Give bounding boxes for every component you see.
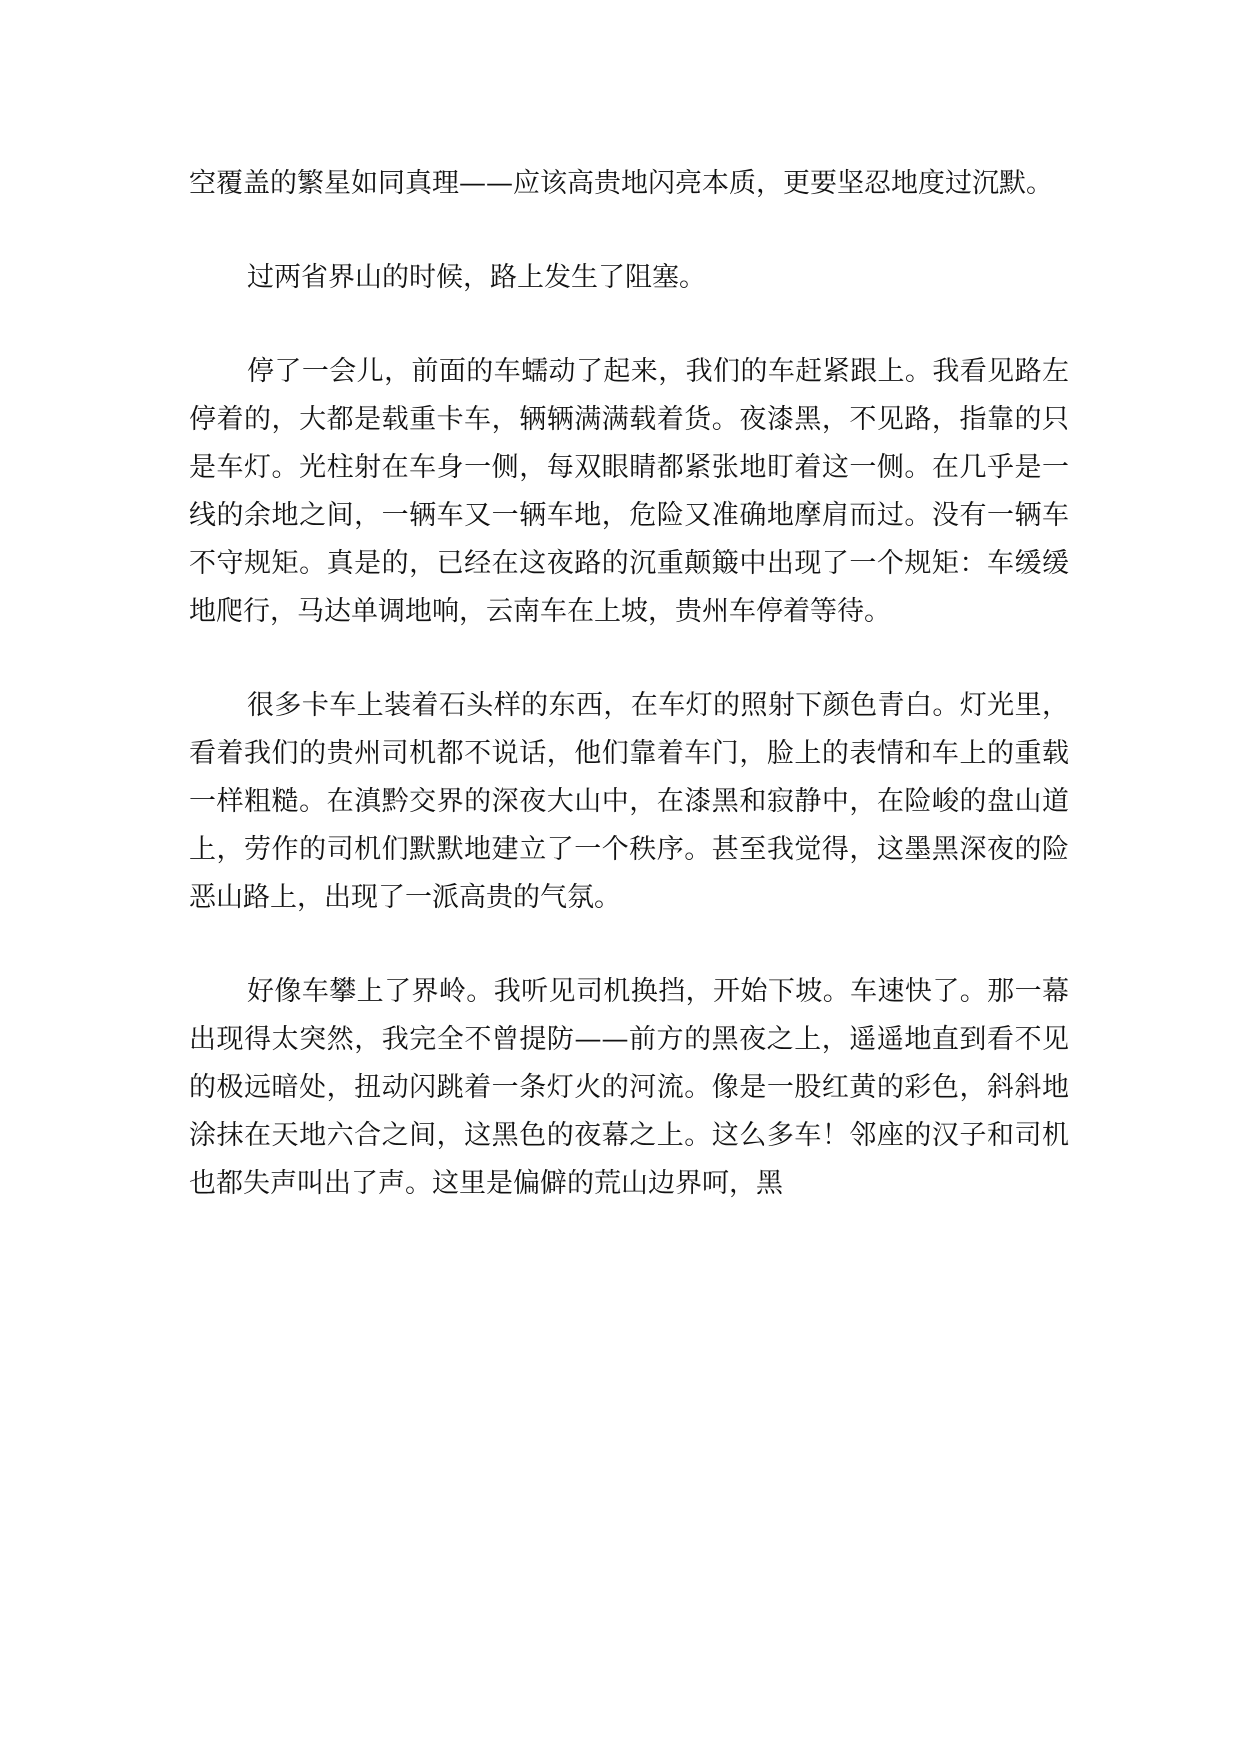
paragraph-5: 好像车攀上了界岭。我听见司机换挡，开始下坡。车速快了。那一幕出现得太突然，我完全不曾提防——前方的黑夜之上，遥遥地直到看不见的极远暗处，扭动闪跳着一条灯火的河流。像是一股红黄的彩色，斜斜地涂抹在天地六合之间，这黑色的夜幕之上。这么多车！邻座的汉子和司机也都失声叫出了声。这里是偏僻的荒山边界呵，黑 xyxy=(189,976,1069,1199)
paragraph-gap xyxy=(189,636,1069,682)
paragraph-gap xyxy=(189,302,1069,348)
paragraph-gap xyxy=(189,208,1069,254)
paragraph-4: 很多卡车上装着石头样的东西，在车灯的照射下颜色青白。灯光里，看着我们的贵州司机都不说话，他们靠着车门，脸上的表情和车上的重载一样粗糙。在滇黔交界的深夜大山中，在漆黑和寂静中，在险峻的盘山道上，劳作的司机们默默地建立了一个秩序。甚至我觉得，这墨黑深夜的险恶山路上，出现了一派高贵的气氛。 xyxy=(189,690,1069,913)
body-text xyxy=(189,160,1069,1208)
paragraph-2: 过两省界山的时候，路上发生了阻塞。 xyxy=(247,262,706,293)
paragraph-gap xyxy=(189,922,1069,968)
paragraph-1: 空覆盖的繁星如同真理——应该高贵地闪亮本质，更要坚忍地度过沉默。 xyxy=(189,168,1053,199)
paragraph-3: 停了一会儿，前面的车蠕动了起来，我们的车赶紧跟上。我看见路左停着的，大都是载重卡车，辆辆满满载着货。夜漆黑，不见路，指靠的只是车灯。光柱射在车身一侧，每双眼睛都紧张地盯着这一侧。在几乎是一线的余地之间，一辆车又一辆车地，危险又准确地摩肩而过。没有一辆车不守规矩。真是的，已经在这夜路的沉重颠簸中出现了一个规矩：车缓缓地爬行，马达单调地响，云南车在上坡，贵州车停着等待。 xyxy=(189,356,1069,627)
